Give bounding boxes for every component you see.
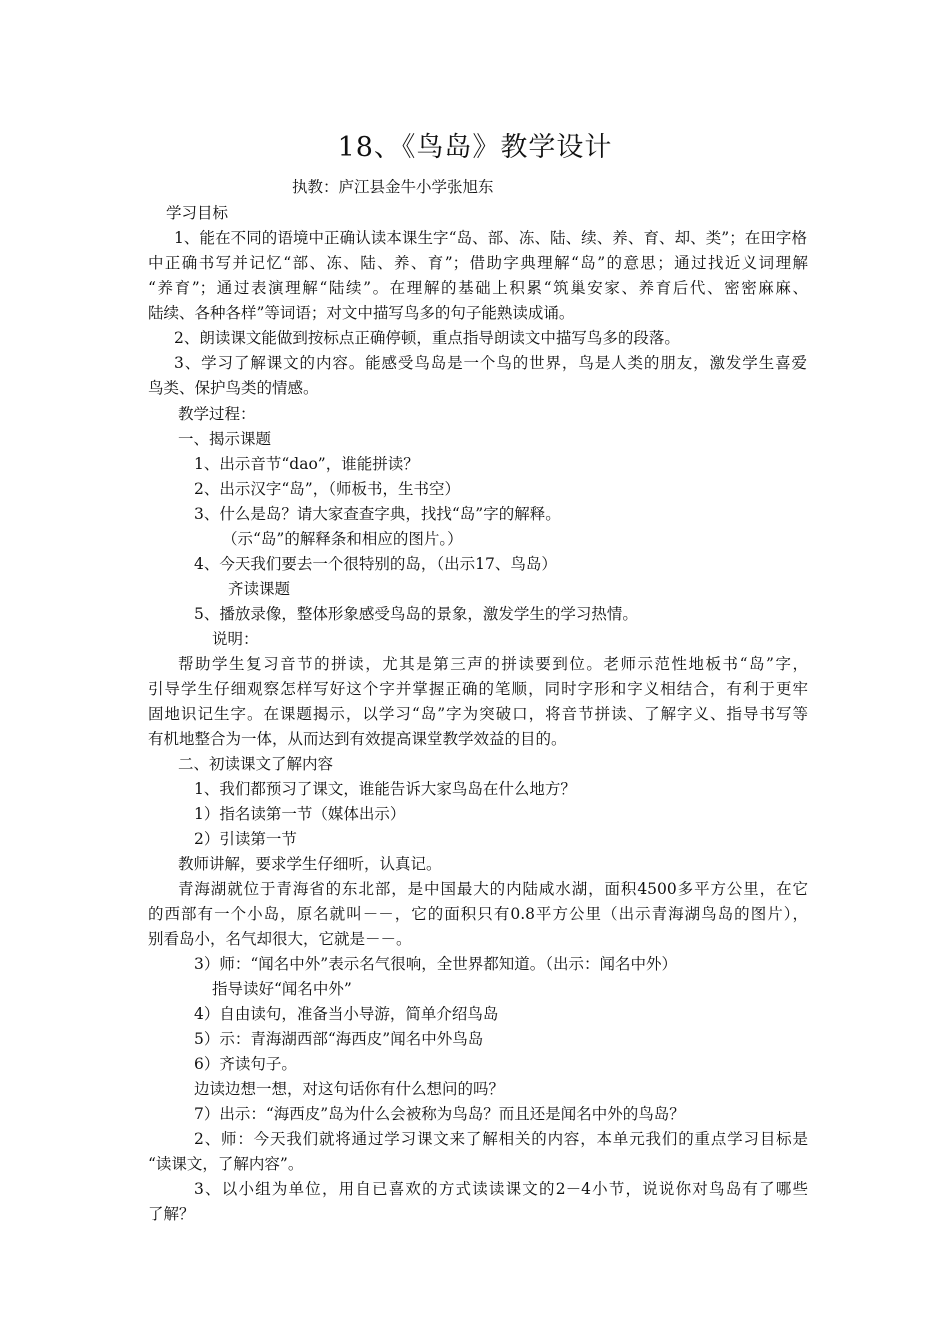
document-title: 18、《鸟岛》教学设计	[337, 132, 613, 163]
paragraph-line: 青海湖就位于青海省的东北部，是中国最大的内陆咸水湖，面积4500多平方公里，在它	[178, 880, 808, 898]
paragraph-line: 3、学习了解课文的内容。能感受鸟岛是一个鸟的世界，鸟是人类的朋友，激发学生喜爱	[174, 354, 807, 372]
section-heading: 二、初读课文了解内容	[178, 755, 334, 773]
paragraph-line: 1、能在不同的语境中正确认读本课生字“岛、部、冻、陆、续、养、育、却、类”；在田字格	[174, 229, 807, 247]
list-item: 1、出示音节“dao”，谁能拼读？	[194, 455, 419, 473]
paragraph-line: 2、师：今天我们就将通过学习课文来了解相关的内容，本单元我们的重点学习目标是	[194, 1130, 808, 1148]
paragraph-line: “读课文，了解内容”。	[148, 1155, 304, 1173]
paragraph-line: 的西部有一个小岛，原名就叫－－，它的面积只有0.8平方公里（出示青海湖鸟岛的图片），	[148, 905, 808, 923]
list-item: 4）自由读句，准备当小导游，简单介绍鸟岛	[194, 1005, 499, 1023]
list-item: 2）引读第一节	[194, 830, 297, 848]
section-heading: 一、揭示课题	[178, 430, 272, 448]
paragraph-line: 引导学生仔细观察怎样写好这个字并掌握正确的笔顺，同时字形和字义相结合，有利于更牢	[148, 680, 808, 698]
list-note: （示“岛”的解释条和相应的图片。）	[222, 530, 463, 548]
section-heading: 教学过程：	[178, 405, 256, 423]
list-item: 3、什么是岛？请大家查查字典，找找“岛”字的解释。	[194, 505, 561, 523]
paragraph-line: 陆续、各种各样”等词语；对文中描写鸟多的句子能熟读成诵。	[148, 304, 575, 322]
list-note: 齐读课题	[228, 580, 291, 598]
paragraph-line: 鸟类、保护鸟类的情感。	[148, 379, 319, 397]
note-label: 说明：	[212, 630, 259, 648]
paragraph-line: 了解？	[148, 1205, 195, 1223]
paragraph-line: 别看岛小，名气却很大，它就是－－。	[148, 930, 412, 948]
paragraph-line: 2、朗读课文能做到按标点正确停顿，重点指导朗读文中描写鸟多的段落。	[174, 329, 680, 347]
list-item: 3）师：“闻名中外”表示名气很响，全世界都知道。（出示：闻名中外）	[194, 955, 677, 973]
list-note: 指导读好“闻名中外”	[212, 980, 352, 998]
list-note: 边读边想一想，对这句话你有什么想问的吗？	[194, 1080, 505, 1098]
list-item: 2、出示汉字“岛”，（师板书，生书空）	[194, 480, 460, 498]
paragraph-line: 3、以小组为单位，用自已喜欢的方式读读课文的2－4小节，说说你对鸟岛有了哪些	[194, 1180, 808, 1198]
list-item: 1、我们都预习了课文，谁能告诉大家鸟岛在什么地方？	[194, 780, 576, 798]
list-item: 5、播放录像，整体形象感受鸟岛的景象，激发学生的学习热情。	[194, 605, 638, 623]
paragraph-line: 有机地整合为一体，从而达到有效提高课堂教学效益的目的。	[148, 730, 567, 748]
paragraph-line: 教师讲解，要求学生仔细听，认真记。	[178, 855, 442, 873]
list-item: 6）齐读句子。	[194, 1055, 297, 1073]
section-heading: 学习目标	[166, 204, 229, 222]
paragraph-line: 帮助学生复习音节的拼读，尤其是第三声的拼读要到位。老师示范性地板书“岛”字，	[178, 655, 808, 673]
paragraph-line: 中正确书写并记忆“部、冻、陆、养、育”；借助字典理解“岛”的意思；通过找近义词理解	[148, 254, 808, 272]
author-line: 执教：庐江县金牛小学张旭东	[292, 178, 494, 196]
list-item: 4、今天我们要去一个很特别的岛，（出示17、鸟岛）	[194, 555, 557, 573]
list-item: 5）示：青海湖西部“海西皮”闻名中外鸟岛	[194, 1030, 484, 1048]
list-item: 1）指名读第一节（媒体出示）	[194, 805, 406, 823]
paragraph-line: 固地识记生字。在课题揭示，以学习“岛”字为突破口，将音节拼读、了解字义、指导书写等	[148, 705, 808, 723]
list-item: 7）出示：“海西皮”岛为什么会被称为鸟岛？而且还是闻名中外的鸟岛？	[194, 1105, 685, 1123]
paragraph-line: “养育”；通过表演理解“陆续”。在理解的基础上积累“筑巢安家、养育后代、密密麻麻、	[148, 279, 808, 297]
